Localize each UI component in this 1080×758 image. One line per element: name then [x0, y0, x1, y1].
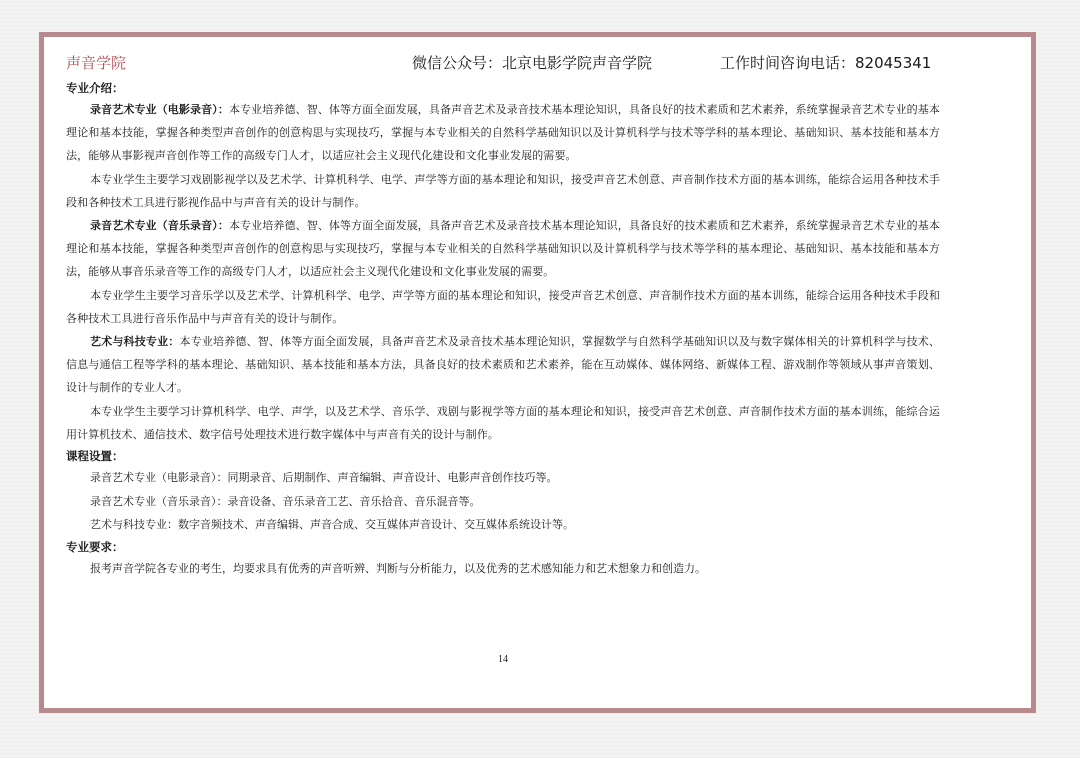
wechat-account: 微信公众号：北京电影学院声音学院	[412, 54, 653, 72]
intro-paragraph	[66, 330, 940, 400]
paragraph-text: 本专业培养德、智、体等方面全面发展，具备声音艺术及录音技术基本理论知识，具备良好的技术素质和艺术素养，系统掌握录音艺术专业的基本理论和基本技能，掌握各种类型声音创作的创意构思与实现技巧，掌握与本专业相关的自然科学基础知识以及计算机科学与技术等学科的基本理论、基础知识、基本技能和基本方法，能够从事影视声音创作等工作的高级专门人才，以适应社会主义现代化建设和文化事业发展的需要。	[66, 103, 940, 163]
course-item: 录音艺术专业（电影录音）：同期录音、后期制作、声音编辑、声音设计、电影声音创作技巧等。	[90, 471, 558, 485]
page-header	[66, 52, 940, 78]
paragraph-text: 本专业培养德、智、体等方面全面发展，具备声音艺术及录音技术基本理论知识，掌握数学与自然科学基础知识以及与数字媒体相关的计算机科学与技术、信息与通信工程等学科的基本理论、基础知识、基本技能和基本方法，具备良好的技术素质和艺术素养，能在互动媒体、媒体网络、新媒体工程、游戏制作等领域从事声音策划、设计与制作的专业人才。	[66, 335, 940, 395]
course-item: 艺术与科技专业：数字音频技术、声音编辑、声音合成、交互媒体声音设计、交互媒体系统设计等。	[90, 518, 574, 532]
intro-paragraph	[66, 214, 940, 284]
intro-paragraph	[66, 168, 940, 214]
paragraph-lead: 艺术与科技专业：	[90, 335, 180, 349]
page-number: 14	[498, 654, 508, 665]
paragraph-lead: 录音艺术专业（音乐录音）：	[90, 219, 229, 233]
course-item: 录音艺术专业（音乐录音）：录音设备、音乐录音工艺、音乐拾音、音乐混音等。	[90, 494, 481, 508]
paragraph-text: 本专业学生主要学习戏剧影视学以及艺术学、计算机科学、电学、声学等方面的基本理论和知识，接受声音艺术创意、声音制作技术方面的基本训练，能综合运用各种技术手段和各种技术工具进行影视作品中与声音有关的设计与制作。	[66, 172, 940, 209]
paragraph-text: 本专业学生主要学习计算机科学、电学、声学，以及艺术学、音乐学、戏剧与影视学等方面的基本理论和知识，接受声音艺术创意、声音制作技术方面的基本训练，能综合运用计算机技术、通信技术、数字信号处理技术进行数字媒体中与声音有关的设计与制作。	[66, 404, 940, 441]
consult-phone: 工作时间咨询电话：82045341	[720, 54, 932, 72]
paragraph-text: 本专业学生主要学习音乐学以及艺术学、计算机科学、电学、声学等方面的基本理论和知识，接受声音艺术创意、声音制作技术方面的基本训练，能综合运用各种技术手段和各种技术工具进行音乐作品中与声音有关的设计与制作。	[66, 288, 940, 325]
intro-title: 专业介绍：	[66, 81, 124, 95]
intro-paragraph	[66, 98, 940, 168]
intro-paragraph	[66, 400, 940, 446]
paragraph-lead: 录音艺术专业（电影录音）：	[90, 103, 229, 116]
courses-title: 课程设置：	[66, 449, 124, 464]
department-name: 声音学院	[66, 54, 127, 72]
requirements-title: 专业要求：	[66, 539, 124, 554]
paragraph-text: 本专业培养德、智、体等方面全面发展，具备声音艺术及录音技术基本理论知识，具备良好的技术素质和艺术素养，系统掌握录音艺术专业的基本理论和基本技能，掌握各种类型声音创作的创意构思与实现技巧，掌握与本专业相关的自然科学基础知识以及计算机科学与技术等学科的基本理论、基础知识、基本技能和基本方法，能够从事音乐录音等工作的高级专门人才，以适应社会主义现代化建设和文化事业发展的需要。	[66, 219, 940, 279]
page-content	[66, 52, 940, 665]
intro-paragraph	[66, 284, 940, 330]
requirements-text: 报考声音学院各专业的考生，均要求具有优秀的声音听辨、判断与分析能力，以及优秀的艺术感知能力和艺术想象力和创造力。	[90, 561, 706, 575]
